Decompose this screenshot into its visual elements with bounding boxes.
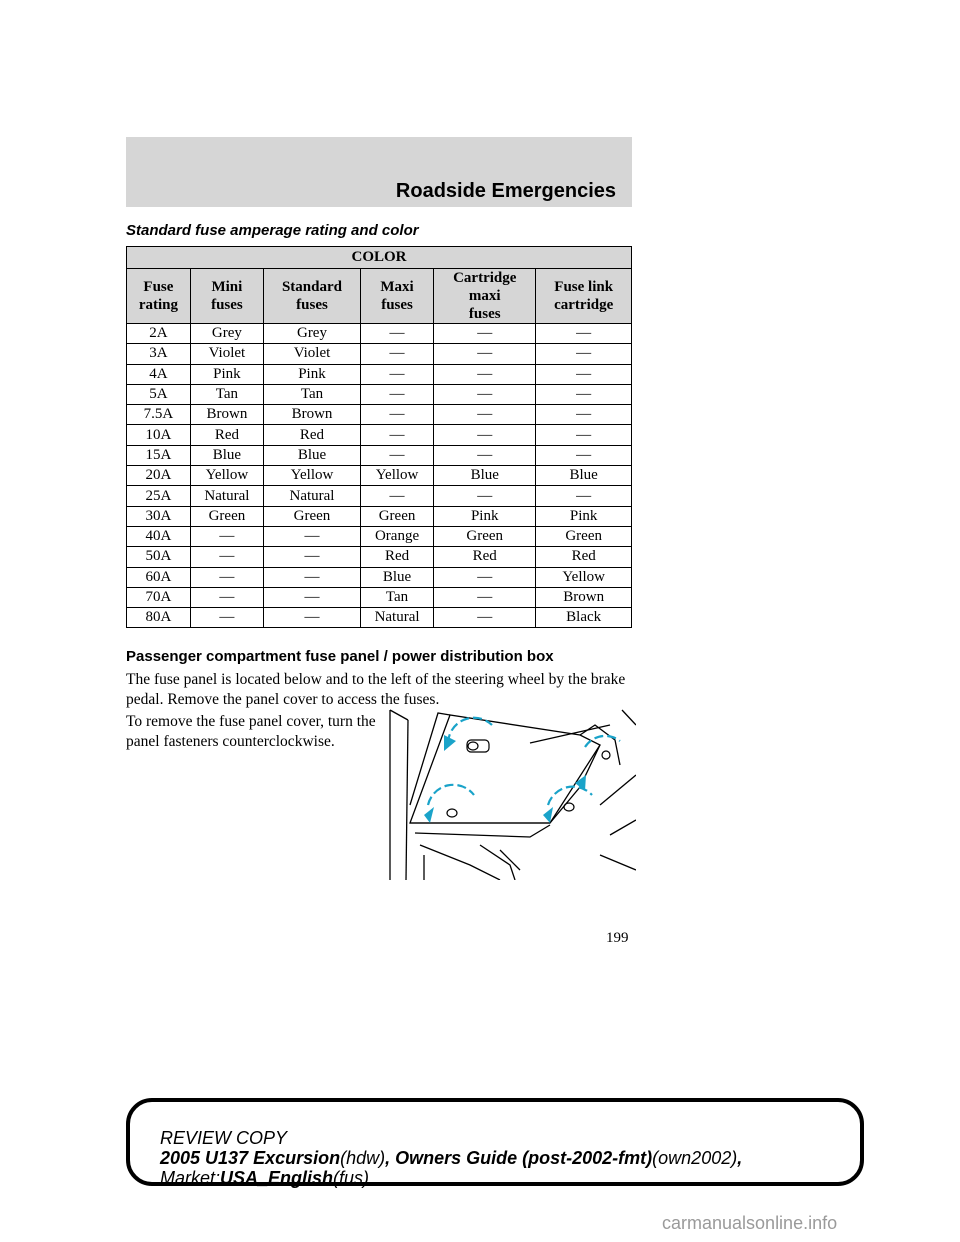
- column-header: Cartridge maxi fuses: [434, 269, 536, 324]
- table-cell: —: [536, 364, 632, 384]
- table-row: [127, 567, 632, 587]
- table-row: [127, 526, 632, 546]
- table-cell: —: [536, 425, 632, 445]
- column-header: Standard fuses: [263, 269, 360, 324]
- table-cell: 30A: [127, 506, 191, 526]
- table-row: [127, 547, 632, 567]
- table-cell: —: [536, 405, 632, 425]
- review-copy-label: REVIEW COPY: [160, 1128, 288, 1148]
- table-row: [127, 445, 632, 465]
- table-row: [127, 384, 632, 404]
- table-cell: —: [434, 567, 536, 587]
- table-cell: Pink: [434, 506, 536, 526]
- table-cell: —: [434, 486, 536, 506]
- table-cell: Violet: [263, 344, 360, 364]
- table-cell: —: [536, 344, 632, 364]
- table-cell: —: [361, 425, 434, 445]
- table-cell: —: [536, 324, 632, 344]
- table-cell: Yellow: [190, 466, 263, 486]
- table-cell: —: [361, 324, 434, 344]
- table-cell: —: [263, 526, 360, 546]
- table-row: [127, 587, 632, 607]
- table-cell: Tan: [190, 384, 263, 404]
- table-cell: Red: [263, 425, 360, 445]
- table-cell: 25A: [127, 486, 191, 506]
- table-cell: —: [434, 384, 536, 404]
- table-cell: —: [190, 547, 263, 567]
- table-cell: —: [434, 425, 536, 445]
- instruction-paragraph: To remove the fuse panel cover, turn the panel fasteners counterclockwise.: [126, 713, 376, 750]
- table-row: [127, 466, 632, 486]
- table-row: [127, 425, 632, 445]
- section-header-band: [126, 137, 632, 207]
- table-cell: Pink: [190, 364, 263, 384]
- table-cell: Green: [361, 506, 434, 526]
- table-cell: 70A: [127, 587, 191, 607]
- table-cell: Red: [434, 547, 536, 567]
- watermark: carmanualsonline.info: [662, 1213, 838, 1233]
- table-row: [127, 486, 632, 506]
- table-cell: —: [434, 405, 536, 425]
- table-cell: Grey: [263, 324, 360, 344]
- table-cell: 50A: [127, 547, 191, 567]
- table-cell: Natural: [263, 486, 360, 506]
- table-cell: Yellow: [536, 567, 632, 587]
- table-cell: —: [434, 364, 536, 384]
- table-cell: 3A: [127, 344, 191, 364]
- table-cell: —: [361, 364, 434, 384]
- table-cell: Green: [536, 526, 632, 546]
- table-cell: —: [263, 608, 360, 628]
- table-cell: Green: [263, 506, 360, 526]
- table-cell: Blue: [190, 445, 263, 465]
- table-cell: Grey: [190, 324, 263, 344]
- table-row: [127, 364, 632, 384]
- document-info-line: 2005 U137 Excursion(hdw), Owners Guide (post-2002-fmt)(own2002),: [160, 1148, 743, 1168]
- table-cell: Brown: [190, 405, 263, 425]
- table-cell: 7.5A: [127, 405, 191, 425]
- table-cell: Natural: [190, 486, 263, 506]
- table-cell: —: [361, 384, 434, 404]
- column-header: Maxi fuses: [361, 269, 434, 324]
- table-cell: Black: [536, 608, 632, 628]
- section-title: Roadside Emergencies: [395, 180, 616, 202]
- table-cell: —: [263, 547, 360, 567]
- table-row: [127, 324, 632, 344]
- table-cell: Yellow: [361, 466, 434, 486]
- table-cell: 10A: [127, 425, 191, 445]
- table-cell: Violet: [190, 344, 263, 364]
- table-cell: Brown: [536, 587, 632, 607]
- table-cell: Blue: [361, 567, 434, 587]
- page-number: 199: [606, 930, 629, 946]
- table-cell: —: [434, 344, 536, 364]
- table-cell: —: [263, 587, 360, 607]
- table-cell: —: [190, 587, 263, 607]
- table-cell: 15A: [127, 445, 191, 465]
- table-cell: Green: [190, 506, 263, 526]
- table-cell: Pink: [263, 364, 360, 384]
- table-cell: —: [536, 445, 632, 465]
- table-cell: —: [190, 608, 263, 628]
- table-cell: Tan: [263, 384, 360, 404]
- table-cell: —: [536, 384, 632, 404]
- table-cell: —: [361, 445, 434, 465]
- table-cell: —: [190, 567, 263, 587]
- section-heading: Passenger compartment fuse panel / power distribution box: [126, 648, 554, 665]
- table-cell: 5A: [127, 384, 191, 404]
- table-cell: Blue: [263, 445, 360, 465]
- table-cell: 2A: [127, 324, 191, 344]
- table-cell: —: [536, 486, 632, 506]
- table-cell: 40A: [127, 526, 191, 546]
- market-info-line: Market:USA_English(fus): [160, 1168, 370, 1188]
- table-cell: Blue: [536, 466, 632, 486]
- table-cell: —: [361, 405, 434, 425]
- column-header: Fuse link cartridge: [536, 269, 632, 324]
- table-cell: 80A: [127, 608, 191, 628]
- table-cell: Green: [434, 526, 536, 546]
- table-cell: Blue: [434, 466, 536, 486]
- table-row: [127, 506, 632, 526]
- body-paragraph: The fuse panel is located below and to the left of the steering wheel by the brake pedal. Remove the panel cover to access the fuses.: [126, 671, 626, 708]
- fuse-panel-illustration: [380, 705, 636, 880]
- table-cell: Red: [361, 547, 434, 567]
- table-caption: Standard fuse amperage rating and color: [126, 222, 419, 239]
- table-row: [127, 405, 632, 425]
- table-cell: 4A: [127, 364, 191, 384]
- table-cell: —: [434, 445, 536, 465]
- table-row: [127, 608, 632, 628]
- table-cell: Brown: [263, 405, 360, 425]
- table-group-header: COLOR: [127, 247, 632, 269]
- table-cell: 20A: [127, 466, 191, 486]
- table-cell: —: [434, 608, 536, 628]
- column-header: Mini fuses: [190, 269, 263, 324]
- table-cell: Pink: [536, 506, 632, 526]
- column-header: Fuse rating: [127, 269, 191, 324]
- table-cell: Orange: [361, 526, 434, 546]
- table-cell: —: [361, 344, 434, 364]
- table-cell: Red: [536, 547, 632, 567]
- table-cell: Tan: [361, 587, 434, 607]
- table-cell: Yellow: [263, 466, 360, 486]
- table-cell: —: [263, 567, 360, 587]
- table-cell: Natural: [361, 608, 434, 628]
- table-cell: —: [361, 486, 434, 506]
- table-cell: —: [434, 587, 536, 607]
- table-cell: —: [434, 324, 536, 344]
- table-cell: —: [190, 526, 263, 546]
- fuse-color-table: [126, 246, 632, 628]
- table-cell: Red: [190, 425, 263, 445]
- table-cell: 60A: [127, 567, 191, 587]
- table-row: [127, 344, 632, 364]
